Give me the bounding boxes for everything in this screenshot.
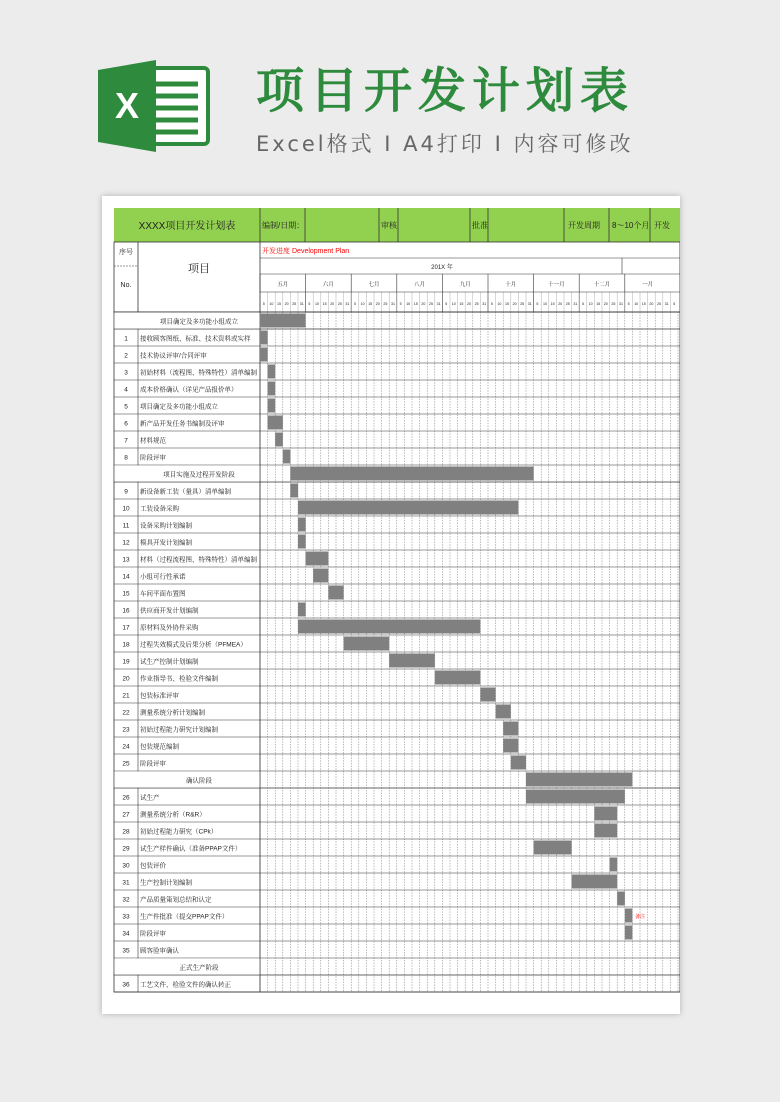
- task-label: 试生产控制计划编制: [140, 658, 199, 666]
- gantt-bar: [260, 314, 306, 328]
- day-label: 25: [292, 302, 297, 306]
- gantt-bar: [260, 348, 268, 362]
- month-label: 十二月: [593, 282, 611, 288]
- gantt-bar: [275, 433, 283, 447]
- task-label: 试生产样件确认（准备PPAP文件）: [140, 845, 242, 853]
- gantt-bar: [572, 875, 618, 889]
- row-number: 7: [124, 437, 128, 445]
- day-label: 25: [429, 302, 433, 306]
- day-label: 20: [467, 302, 471, 306]
- day-label: 10: [588, 302, 593, 306]
- gantt-bar: [435, 671, 481, 685]
- day-label: 5: [354, 302, 356, 306]
- period-label: 开发周期: [568, 221, 600, 230]
- gantt-bars: [260, 314, 632, 940]
- row-number: 9: [124, 488, 128, 496]
- month-label: 十一月: [548, 282, 565, 288]
- row-number: 14: [122, 573, 130, 581]
- gantt-bar: [344, 637, 390, 651]
- gantt-bar: [389, 654, 435, 668]
- month-label: 一月: [642, 282, 654, 288]
- task-label: 原材料及外协件采购: [140, 624, 199, 632]
- row-number: 32: [122, 896, 130, 904]
- task-label: 小组可行性承诺: [140, 573, 186, 581]
- month-label: 七月: [368, 282, 380, 288]
- day-label: 25: [657, 302, 661, 306]
- day-label: 5: [582, 302, 584, 306]
- day-label: 15: [550, 302, 555, 306]
- task-label: 包装评价: [140, 862, 166, 870]
- gantt-bar: [313, 569, 328, 583]
- day-label: 31: [436, 302, 441, 306]
- sheet-title: XXXX项目开发计划表: [138, 221, 236, 232]
- gantt-bar: [594, 824, 617, 838]
- row-number: 30: [122, 862, 130, 870]
- task-label: 材料（过程流程图、特殊特性）清单编制: [140, 556, 257, 564]
- day-label: 5: [445, 302, 448, 306]
- task-label: 阶段评审: [140, 454, 166, 462]
- gantt-bar: [503, 722, 518, 736]
- row-number: 27: [122, 811, 130, 819]
- day-label: 25: [611, 302, 616, 306]
- phase-label: 确认阶段: [186, 777, 212, 785]
- row-number: 35: [122, 947, 130, 955]
- row-number: 4: [124, 386, 128, 394]
- progress-en: Development Plan: [292, 248, 350, 255]
- day-label: 31: [573, 302, 578, 306]
- row-number: 11: [122, 522, 130, 530]
- day-label: 20: [330, 302, 335, 306]
- phase-label: 项目实施及过程开发阶段: [163, 471, 235, 479]
- task-label: 接收顾客图纸、标准、技术资料或实样: [140, 335, 251, 343]
- row-number: 23: [122, 726, 130, 734]
- row-number: 3: [124, 369, 128, 377]
- day-label: 31: [391, 302, 395, 306]
- gantt-bar: [496, 705, 511, 719]
- day-label: 20: [558, 302, 563, 306]
- task-label: 技术协议评审/合同评审: [140, 352, 207, 360]
- gantt-bar: [625, 926, 633, 940]
- day-label: 20: [603, 302, 608, 306]
- task-label: 包装规范编制: [140, 743, 179, 751]
- header: [0, 0, 780, 175]
- row-number: 15: [122, 590, 130, 598]
- task-label: 工装设备采购: [140, 505, 179, 513]
- day-label: 31: [345, 302, 350, 306]
- row-number: 1: [124, 335, 128, 343]
- day-label: 10: [543, 302, 547, 306]
- gantt-bar: [503, 739, 518, 753]
- row-number: 19: [122, 658, 130, 666]
- row-number: 5: [124, 403, 128, 411]
- month-label: 六月: [322, 282, 334, 288]
- day-label: 31: [619, 302, 623, 306]
- row-number: 18: [122, 641, 130, 649]
- task-label: 项目确定及多功能小组成立: [140, 403, 218, 411]
- gantt-bar: [290, 467, 533, 481]
- day-label: 10: [634, 302, 639, 306]
- gantt-bar: [268, 365, 276, 379]
- col-seq-label: 序号: [119, 249, 133, 256]
- task-label: 过程失效模式及后果分析（PFMEA）: [140, 641, 247, 649]
- col-item-label: 项目: [188, 263, 210, 275]
- excel-logo-icon: [94, 60, 212, 152]
- day-label: 10: [406, 302, 411, 306]
- day-label: 15: [459, 302, 464, 306]
- row-number: 2: [124, 352, 128, 360]
- day-label: 25: [565, 302, 570, 306]
- task-label: 新产品开发任务书编制及评审: [140, 420, 225, 428]
- task-label: 新设备新工装（量具）清单编制: [140, 488, 231, 496]
- day-label: 5: [536, 302, 539, 306]
- task-label: 初始过程能力研究计划编制: [140, 726, 218, 734]
- row-number: 12: [122, 539, 130, 547]
- day-label: 20: [512, 302, 517, 306]
- task-label: 初始材料（流程图、特殊特性）清单编制: [140, 369, 257, 377]
- row-number: 26: [122, 794, 130, 802]
- day-label: 31: [482, 302, 487, 306]
- month-label: 九月: [459, 282, 471, 288]
- day-label: 5: [673, 302, 676, 306]
- day-label: 5: [627, 302, 630, 306]
- gantt-bar: [298, 518, 306, 532]
- task-label: 阶段评审: [140, 930, 166, 938]
- day-label: 20: [421, 302, 426, 306]
- col-no-label: No.: [120, 282, 132, 289]
- row-number: 28: [122, 828, 130, 836]
- progress-cn: 开发进度: [262, 248, 290, 255]
- day-label: 25: [474, 302, 479, 306]
- task-label: 生产控制计划编制: [140, 879, 192, 887]
- task-label: 初始过程能力研究（CPk）: [140, 828, 218, 836]
- gantt-bar: [610, 858, 618, 872]
- period-value: 8～10个月: [612, 221, 650, 230]
- editor-label: 编制/日期：: [262, 221, 305, 230]
- month-label: 十月: [505, 282, 517, 288]
- page-title: 项目开发计划表: [256, 63, 635, 119]
- day-label: 15: [505, 302, 509, 306]
- task-label: 生产件批准（提交PPAP文件）: [140, 913, 229, 921]
- day-label: 25: [520, 302, 525, 306]
- task-label: 测量系统分析（R&R）: [140, 811, 206, 819]
- day-label: 15: [413, 302, 418, 306]
- day-label: 15: [596, 302, 601, 306]
- row-number: 22: [122, 709, 130, 717]
- gantt-bar: [480, 688, 495, 702]
- task-label: 工艺文件、检验文件的确认转正: [140, 981, 231, 989]
- review-label: 审核: [381, 221, 397, 230]
- task-label: 包装标准评审: [140, 692, 179, 700]
- task-label: 车间平面布置图: [140, 590, 186, 598]
- day-label: 15: [368, 302, 373, 306]
- row-number: 8: [124, 454, 128, 462]
- period-tail: 开发: [654, 221, 670, 230]
- approve-label: 批准: [472, 221, 488, 230]
- day-label: 31: [299, 302, 304, 306]
- row-number: 24: [122, 743, 130, 751]
- month-label: 五月: [277, 282, 289, 288]
- day-label: 15: [322, 302, 327, 306]
- day-label: 25: [337, 302, 342, 306]
- gantt-bar: [625, 909, 633, 923]
- row-number: 36: [122, 981, 130, 989]
- gantt-bar: [260, 331, 268, 345]
- row-number: 17: [122, 624, 130, 632]
- row-number: 21: [122, 692, 130, 700]
- phase-label: 项目确定及多功能小组成立: [160, 318, 238, 326]
- phase-label: 正式生产阶段: [179, 964, 219, 972]
- day-label: 5: [399, 302, 402, 306]
- gantt-bar: [290, 484, 298, 498]
- table-header: [114, 242, 680, 312]
- day-label: 10: [360, 302, 365, 306]
- task-label: 试生产: [140, 794, 160, 802]
- task-label: 阶段评审: [140, 760, 166, 768]
- day-label: 10: [269, 302, 274, 306]
- day-label: 15: [641, 302, 646, 306]
- row-number: 31: [122, 879, 130, 887]
- row-number: 33: [122, 913, 130, 921]
- gantt-bar: [526, 773, 632, 787]
- task-label: 测量系统分析计划编制: [140, 709, 205, 717]
- day-label: 15: [277, 302, 281, 306]
- gantt-bar: [617, 892, 625, 906]
- gantt-bar: [526, 790, 625, 804]
- day-label: 10: [497, 302, 502, 306]
- gantt-bar: [511, 756, 526, 770]
- task-label: 模具开发计划编制: [140, 539, 192, 547]
- row-number: 20: [122, 675, 130, 683]
- year-label: 201X 年: [431, 265, 453, 271]
- task-label: 成本价格确认（详见产品报价单）: [140, 386, 238, 394]
- gantt-bar: [298, 620, 480, 634]
- gantt-bar: [268, 399, 276, 413]
- spreadsheet-preview: [102, 196, 680, 1014]
- task-label: 材料规范: [140, 437, 166, 445]
- day-label: 25: [383, 302, 388, 306]
- day-label: 10: [315, 302, 319, 306]
- month-label: 八月: [414, 282, 426, 288]
- gantt-bar: [306, 552, 329, 566]
- row-number: 10: [122, 505, 130, 513]
- task-label: 设备采购计划编制: [140, 522, 192, 530]
- day-label: 31: [527, 302, 532, 306]
- gantt-grid: [114, 312, 680, 992]
- day-label: 20: [375, 302, 380, 306]
- day-label: 31: [664, 302, 669, 306]
- task-label: 供应商开发计划编制: [140, 607, 199, 615]
- logo-letter: X: [114, 85, 140, 126]
- gantt-bar: [268, 416, 283, 430]
- gantt-bar: [534, 841, 572, 855]
- day-label: 5: [262, 302, 265, 306]
- day-label: 5: [308, 302, 311, 306]
- day-label: 5: [490, 302, 493, 306]
- gantt-bar: [268, 382, 276, 396]
- row-labels: [122, 317, 257, 989]
- gantt-bar: [298, 603, 306, 617]
- gantt-bar: [328, 586, 343, 600]
- day-label: 20: [284, 302, 289, 306]
- task-label: 顾客验审确认: [140, 947, 179, 955]
- gantt-bar: [298, 535, 306, 549]
- gantt-bar: [594, 807, 617, 821]
- row-number: 6: [124, 420, 128, 428]
- row-number: 34: [122, 930, 130, 938]
- task-label: 产品质量策划总结和认定: [140, 896, 212, 904]
- row-number: 13: [122, 556, 130, 564]
- row-number: 29: [122, 845, 130, 853]
- row-number: 25: [122, 760, 130, 768]
- page-subtitle: Excel格式 I A4打印 I 内容可修改: [256, 132, 634, 156]
- gantt-bar: [283, 450, 291, 464]
- task-label: 作业指导书、检验文件编制: [140, 675, 218, 683]
- gantt-bar: [298, 501, 518, 515]
- day-label: 20: [649, 302, 654, 306]
- day-label: 10: [451, 302, 456, 306]
- row-number: 16: [122, 607, 130, 615]
- sheet-header-bar: [114, 208, 680, 242]
- note-label: 备注: [635, 914, 646, 920]
